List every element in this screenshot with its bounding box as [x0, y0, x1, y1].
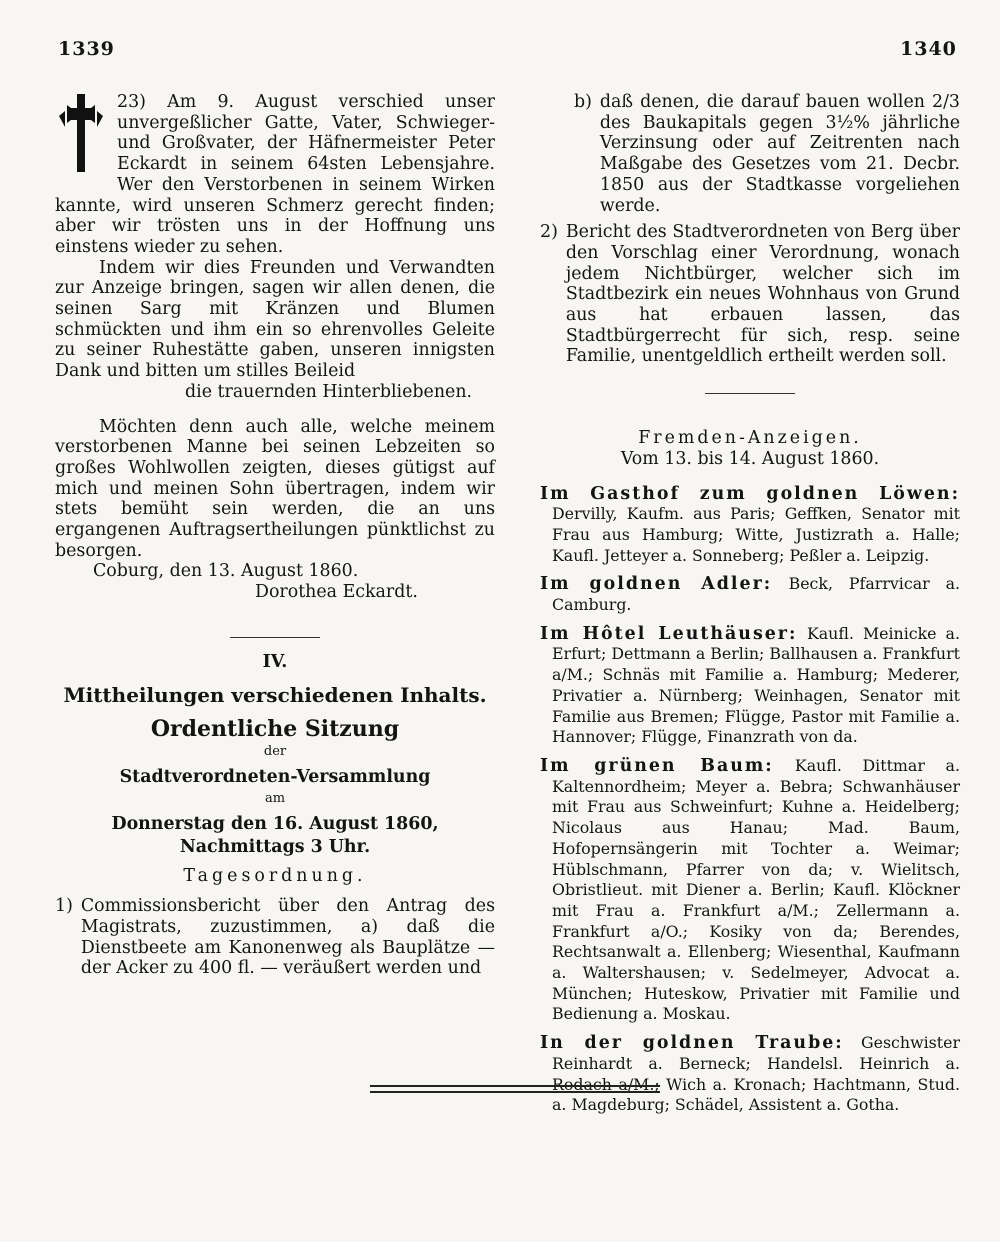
agenda-item-1: [55, 896, 495, 979]
hotel-name: Im Hôtel Leuthäuser:: [540, 623, 798, 644]
section-divider: [230, 637, 320, 638]
meeting-time: Nachmittags 3 Uhr.: [179, 836, 371, 857]
obituary-signature: Dorothea Eckardt.: [255, 582, 418, 603]
agenda-item-2: [540, 222, 960, 367]
left-column: [55, 92, 495, 985]
obituary-place-date: Coburg, den 13. August 1860.: [93, 561, 359, 582]
fremden-date: Vom 13. bis 14. August 1860.: [620, 448, 880, 469]
obituary-closing: die trauernden Hinterbliebenen.: [185, 381, 473, 402]
meeting-der: der: [263, 743, 287, 759]
hotel-guests: Kaufl. Dittmar a. Kaltennordheim; Meyer a. Bebra; Schwanhäuser mit Frau aus Schweinfurt; Kuhne a. Heidelberg; Nicolaus aus Hanau; Mad. Baum, Hofopernsängerin mit Tochter a. Weimar; Hüblschmann, Pfarrer von da; v. Wielitsch, Obristlieut. mit Diener a. Berlin; Kaufl. Klöckner mit Frau a. Frankfurt a/M.; Zellermann a. Frankfurt a/O.; Kosiky von da; Berendes, Rechtsanwalt a. Ellenberg; Wiesenthal, Kaufmann a. Waltershausen; v. Sedelmeyer, Advocat a. München; Huteskow, Privatier mit Familie und Bedienung a. Moskau.: [552, 755, 960, 1024]
right-column: [540, 92, 960, 1124]
hotel-guests: Kaufl. Meinicke a. Erfurt; Dettmann a Berlin; Ballhausen a. Frankfurt a/M.; Schnäs mit Familie a. Hamburg; Mederer, Privatier a. Nürnberg; Weinhagen, Senator mit Familie aus Bremen; Flügge, Pastor mit Familie a. Hannover; Flügge, Finanzrath von da.: [552, 623, 960, 747]
hotel-entry: [540, 756, 960, 1025]
hotel-name: Im grünen Baum:: [540, 755, 774, 776]
end-rule: [370, 1085, 660, 1097]
section-iv: [55, 652, 495, 979]
agenda-item-1-text: Commissionsbericht über den Antrag des Magistrats, zuzustimmen, a) daß die Dienstbeete am Kanonenweg als Bauplätze — der Acker zu 400 fl. — veräußert werden und: [80, 896, 495, 979]
end-rule-line-1: [370, 1085, 660, 1087]
agenda-item-2-number: 2): [540, 222, 558, 243]
agenda-item-1b-text: daß denen, die darauf bauen wollen 2/3 des Baukapitals gegen 3½% jährliche Verzinsung oder auf Zeitrenten nach Maßgabe des Gesetzes vom 21. Decbr. 1850 aus der Stadtkasse vorgeliehen werde.: [599, 92, 960, 216]
meeting-am: am: [264, 791, 286, 807]
hotel-guests: Geschwister Reinhardt a. Berneck; Handelsl. Heinrich a. Rodach a/M.; Wich a. Kronach; Hachtmann, Stud. a. Magdeburg; Schädel, Assistent a. Gotha.: [552, 1033, 961, 1115]
hotel-entry: [540, 574, 960, 615]
meeting-date: Donnerstag den 16. August 1860,: [111, 814, 439, 835]
meeting-assembly: Stadtverordneten-Versammlung: [119, 766, 431, 787]
agenda-item-1b: [540, 92, 960, 216]
page-number-left: 1339: [58, 38, 115, 60]
page-number-right: 1340: [900, 38, 957, 60]
cross-icon: [55, 92, 107, 176]
hotel-entry: [540, 624, 960, 748]
hotel-entry: [540, 1033, 960, 1116]
agenda-title: Tagesordnung.: [183, 865, 367, 886]
obituary-paragraph-3: Möchten denn auch alle, welche meinem verstorbenen Manne bei seinen Lebzeiten so großes Wohlwollen zeigten, dieses gütigst auf mich und meinen Sohn übertragen, indem wir stets bemüht sein werden, die an uns ergangenen Auftragsertheilungen pünktlichst zu besorgen.: [55, 416, 495, 561]
obituary-paragraph-2: Indem wir dies Freunden und Verwandten zur Anzeige bringen, sagen wir allen denen, die seinen Sarg mit Kränzen und Blumen schmückten und ihm ein so ehrenvolles Geleite zu seiner Ruhestätte gaben, unseren innigsten Dank und bitten um stilles Beileid: [55, 257, 495, 382]
section-number: IV.: [262, 651, 288, 672]
agenda-item-1-number: 1): [55, 896, 73, 917]
end-rule-line-2: [370, 1091, 660, 1093]
hotel-guests: Dervilly, Kaufm. aus Paris; Geffken, Senator mit Frau aus Hamburg; Witte, Justizrath a. Halle; Kaufl. Jetteyer a. Sonneberg; Peßler a. Leipzig.: [552, 504, 960, 565]
fremden-title: Fremden-Anzeigen.: [638, 428, 862, 449]
hotel-name: Im Gasthof zum goldnen Löwen:: [540, 483, 960, 504]
hotel-entry: [540, 484, 960, 567]
obituary-notice: [55, 92, 495, 603]
hotel-guests: Beck, Pfarrvicar a. Camburg.: [552, 574, 961, 615]
hotel-name: Im goldnen Adler:: [540, 574, 773, 595]
hotel-name: In der goldnen Traube:: [540, 1033, 844, 1054]
obituary-paragraph-1: 23) Am 9. August verschied unser unvergeßlicher Gatte, Vater, Schwieger- und Großvater, der Häfnermeister Peter Eckardt in seinem 64sten Lebensjahre. Wer den Verstorbenen in seinem Wirken kannte, wird unseren Schmerz gerecht finden; aber wir trösten uns in der Hoffnung uns einstens wieder zu sehen.: [55, 92, 495, 257]
fremden-divider: [705, 393, 795, 394]
meeting-title: Ordentliche Sitzung: [150, 716, 400, 743]
section-title: Mittheilungen verschiedenen Inhalts.: [63, 682, 487, 707]
agenda-item-2-text: Bericht des Stadtverordneten von Berg über den Vorschlag einer Verordnung, wonach jedem Nichtbürger, welcher sich im Stadtbezirk ein neues Wohnhaus von Grund aus hat erbauen lassen, das Stadtbürgerrecht für sich, resp. seine Familie, unentgeldlich ertheilt werden soll.: [565, 222, 960, 367]
agenda-item-1b-number: b): [574, 92, 592, 112]
